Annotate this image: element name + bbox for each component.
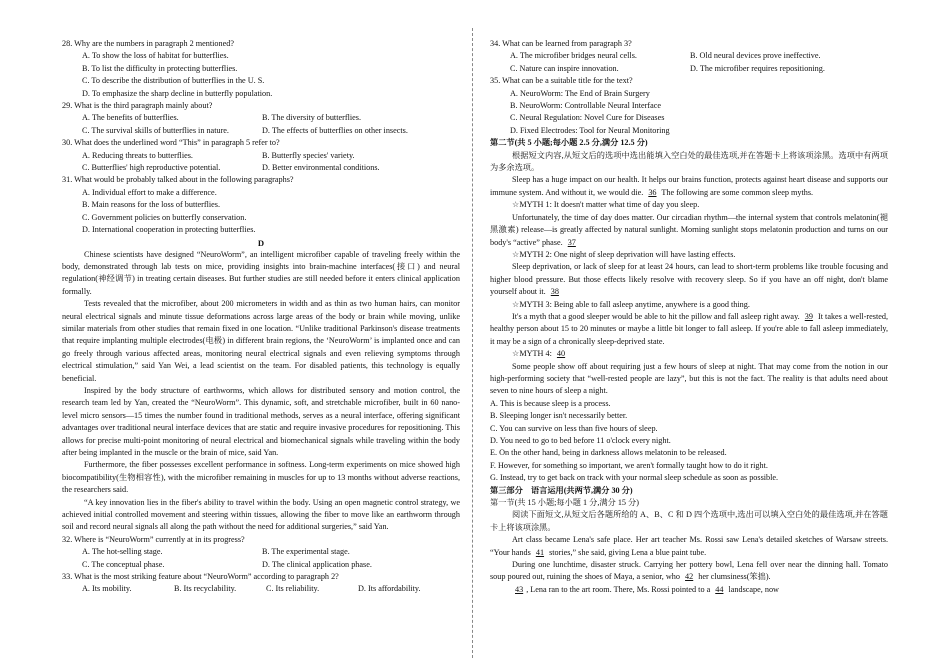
- option-d: D. You need to go to bed before 11 o'clock every night.: [490, 436, 671, 445]
- sleep-p1-text-b: The following are some common sleep myths.: [661, 187, 814, 197]
- cloze-p1-text-b: stories,” she said, giving Lena a blue paint tube.: [549, 547, 707, 557]
- question-35: 35. What can be a suitable title for the text?: [490, 76, 633, 86]
- sleep-paragraph-4: [490, 311, 888, 348]
- q30-option-c: C. Butterflies' high reproductive potential.: [82, 163, 221, 173]
- q30-option-d: D. Better environmental conditions.: [262, 163, 380, 173]
- q33-option-c: C. Its reliability.: [266, 584, 320, 594]
- q28-option-d: D. To emphasize the sharp decline in butterfly population.: [82, 88, 273, 98]
- myth-4-label: ☆MYTH 4:: [512, 349, 552, 359]
- q35-option-d: D. Fixed Electrodes: Tool for Neural Monitoring: [510, 125, 670, 135]
- q34-option-d: D. The microfiber requires repositioning.: [690, 63, 825, 73]
- option-b: B. Sleeping longer isn't necessarily better.: [490, 411, 628, 421]
- q32-options-cd: [62, 559, 460, 571]
- cloze-p2-text-b: her clumsiness(笨拙).: [698, 572, 771, 582]
- blank-41: 41: [535, 547, 545, 557]
- right-column: [490, 38, 888, 596]
- section-2-title: 第二节(共 5 小题;每小题 2.5 分,满分 12.5 分): [490, 138, 648, 148]
- q30-options-ab: [62, 150, 460, 162]
- q29-options-ab: [62, 112, 460, 124]
- q29-options-cd: [62, 125, 460, 137]
- q32-option-a: A. The hot-selling stage.: [82, 547, 163, 557]
- q34-option-c: C. Nature can inspire innovation.: [510, 63, 619, 73]
- question-29: 29. What is the third paragraph mainly about?: [62, 101, 213, 111]
- passage-d-paragraph-4: Furthermore, the fiber possesses excellent performance in softness. Long-term experiments on mice showed high biocompatibility(生物相容性), with the microfiber remaining in muscles for up to 13 months without adverse reactions, the researchers said.: [62, 460, 460, 495]
- section-2-instructions: 根据短文内容,从短文后的选项中选出能填入空白处的最佳选项,并在答题卡上将该项涂黑。选项中有两项为多余选项。: [490, 150, 888, 173]
- q34-option-a: A. The microfiber bridges neural cells.: [510, 51, 637, 61]
- q31-option-b: B. Main reasons for the loss of butterflies.: [82, 200, 221, 210]
- part-3-title: 第三部分 语言运用(共两节,满分 30 分): [490, 485, 633, 495]
- sleep-paragraph-2: [490, 212, 888, 249]
- cloze-p2-text-a: During one lunchtime, disaster struck. Carrying her pottery bowl, Lena fell over near the dinning hall. Tomato soup poured out, ruining the shoes of Maya, a senior, who: [490, 560, 888, 582]
- sleep-p4-text-b: It takes a well-rested, healthy person about 15 to 20 minutes or maybe a little bit longer to fall asleep. If you're able to fall asleep immediately, it may be a sign of a chronically sleep-deprived state.: [490, 311, 889, 346]
- q32-option-c: C. The conceptual phase.: [82, 559, 165, 569]
- q34-options-cd: [490, 63, 888, 75]
- column-divider: [472, 28, 474, 658]
- myth-3-heading: ☆MYTH 3: Being able to fall asleep anytime, anywhere is a good thing.: [512, 299, 750, 309]
- q30-options-cd: [62, 162, 460, 174]
- question-30: 30. What does the underlined word “This” in paragraph 5 refer to?: [62, 138, 280, 148]
- myth-1-heading: ☆MYTH 1: It doesn't matter what time of day you sleep.: [512, 200, 700, 210]
- option-c: C. You can survive on less than five hours of sleep.: [490, 423, 658, 433]
- passage-d-paragraph-5: “A key innovation lies in the fiber's ability to travel within the body. Using an open magnetic control strategy, we achieved initial controlled movement and steering within tissues, allowing the fiber to move like an earthworm through soil and record neural signals all along the path without the need for additional surgeries,” said Yan.: [62, 497, 460, 532]
- option-f: F. However, for something so important, we aren't formally taught how to do it right.: [490, 460, 768, 470]
- blank-39: 39: [804, 311, 813, 321]
- q32-option-d: D. The clinical application phase.: [262, 559, 372, 569]
- q30-option-b: B. Butterfly species' variety.: [262, 150, 355, 160]
- blank-43: 43: [515, 584, 524, 594]
- blank-36: 36: [648, 187, 657, 197]
- passage-d-paragraph-3: Inspired by the body structure of earthworms, which allows for distributed sensory and motion control, the research team led by Yan, created the “NeuroWorm”. This dynamic, soft, and stretchable microfiber, built in 60 nano-level micro sensors—15 times the number found in traditional methods, serves as a neural interface, offering significant advantages over traditional neural interface devices that are static and require invasive procedures for repositioning. This allows for precise multi-point monitoring of neural electrical and biomechanical signals while traveling within the body after being implanted in the muscle or the brain of mice, said Yan.: [62, 385, 460, 457]
- q28-option-b: B. To list the difficulty in protecting butterflies.: [82, 63, 238, 73]
- option-g: G. Instead, try to get back on track with your normal sleep schedule as soon as possible.: [490, 473, 779, 483]
- blank-38: 38: [550, 287, 559, 297]
- question-34: 34. What can be learned from paragraph 3?: [490, 39, 632, 48]
- q29-option-d: D. The effects of butterflies on other insects.: [262, 125, 408, 135]
- sleep-paragraph-3: [490, 261, 888, 298]
- q35-option-a: A. NeuroWorm: The End of Brain Surgery: [510, 88, 650, 98]
- blank-42: 42: [685, 572, 694, 582]
- question-31: 31. What would be probably talked about in the following paragraphs?: [62, 175, 294, 185]
- q33-option-b: B. Its recyclability.: [174, 584, 237, 594]
- sleep-paragraph-1: [490, 174, 888, 199]
- q30-option-a: A. Reducing threats to butterflies.: [82, 150, 193, 160]
- blank-40: 40: [556, 349, 566, 359]
- q28-option-c: C. To describe the distribution of butterflies in the U. S.: [82, 76, 265, 86]
- passage-d-heading: D: [257, 237, 265, 248]
- cloze-paragraph-3: [490, 584, 888, 596]
- q29-option-b: B. The diversity of butterflies.: [262, 113, 361, 123]
- question-32: 32. Where is “NeuroWorm” currently at in its progress?: [62, 534, 245, 544]
- passage-d-paragraph-2: Tests revealed that the microfiber, about 200 micrometers in width and as thin as two human hairs, can monitor neural electrical signals and minute tissue deformations across large areas of the body or brain while moving, unlike similar materials from other studies that remain fixed in one location. “Unlike traditional Parkinson's disease treatments that require implanting multiple electrodes(电极) in different brain regions, the ‘NeuroWorm’ is implanted once and can go freely through various affected areas, monitoring neural electrical signals and even relieving symptoms through electrical stimulation,” said Yan Wei, a lead scientist on the team. For disabled patients, this technology is equally beneficial.: [62, 299, 460, 383]
- section-1-instructions: 阅读下面短文,从短文后各题所给的 A、B、C 和 D 四个选项中,选出可以填入空白处的最佳选项,并在答题卡上将该项涂黑。: [490, 510, 888, 532]
- myth-2-heading: ☆MYTH 2: One night of sleep deprivation will have lasting effects.: [512, 249, 736, 259]
- q35-option-b: B. NeuroWorm: Controllable Neural Interface: [510, 101, 661, 111]
- blank-37: 37: [567, 237, 576, 247]
- sleep-paragraph-5: Some people show off about requiring just a few hours of sleep at night. That may come from the notion in our high-performing society that “well-rested people are lazy”, but this is not the fact. The reality is that adults need about seven to nine hours of sleep a night.: [490, 361, 888, 396]
- q34-options-ab: [490, 50, 888, 62]
- q35-option-c: C. Neural Regulation: Novel Cure for Diseases: [510, 113, 665, 123]
- q32-option-b: B. The experimental stage.: [262, 547, 350, 557]
- question-33: 33. What is the most striking feature about “NeuroWorm” according to paragraph 2?: [62, 572, 339, 582]
- q29-option-c: C. The survival skills of butterflies in nature.: [82, 125, 229, 135]
- sleep-p2-text: Unfortunately, the time of day does matter. Our circadian rhythm—the internal system that controls melatonin(褪黑激素) release—is greatly affected by natural sunlight. Morning sunlight stops melatonin production and turns on our body's “active” phase.: [490, 212, 888, 247]
- q33-option-a: A. Its mobility.: [82, 584, 132, 594]
- cloze-p3-text-a: , Lena ran to the art room. There, Ms. Rossi pointed to a: [526, 584, 711, 594]
- q34-option-b: B. Old neural devices prove ineffective.: [690, 51, 821, 61]
- q33-options: [62, 583, 460, 595]
- blank-44: 44: [715, 584, 724, 594]
- section-1-title: 第一节(共 15 小题;每小题 1 分,满分 15 分): [490, 498, 639, 508]
- option-a: A. This is because sleep is a process.: [490, 398, 611, 408]
- question-28: 28. Why are the numbers in paragraph 2 mentioned?: [62, 39, 234, 48]
- q28-option-a: A. To show the loss of habitat for butterflies.: [82, 51, 229, 61]
- cloze-paragraph-1: [490, 534, 888, 559]
- option-e: E. On the other hand, being in darkness allows melatonin to be released.: [490, 448, 727, 458]
- q31-option-a: A. Individual effort to make a difference.: [82, 187, 217, 197]
- sleep-p1-text-a: Sleep has a huge impact on our health. It helps our brains function, protects against heart disease and supports our immune system. And without it, we would die.: [490, 175, 888, 197]
- left-column: [62, 38, 460, 596]
- cloze-paragraph-2: [490, 559, 888, 584]
- cloze-p3-text-b: landscape, now: [728, 584, 779, 594]
- q29-option-a: A. The benefits of butterflies.: [82, 113, 179, 123]
- cloze-p1-text-a: Art class became Lena's safe place. Her art teacher Ms. Rossi saw Lena's detailed sketches of Warsaw streets. “Your hands: [490, 535, 888, 557]
- q33-option-d: D. Its affordability.: [358, 584, 421, 594]
- sleep-p4-text-a: It's a myth that a good sleeper would be able to hit the pillow and fall asleep right away.: [512, 311, 800, 321]
- q32-options-ab: [62, 546, 460, 558]
- myth-4-heading: [490, 348, 888, 360]
- passage-d-paragraph-1: Chinese scientists have designed “NeuroWorm”, an intelligent microfiber capable of traveling freely within the body, demonstrated through lab tests on mice, providing insights into brain-machine interfaces(接口) and neural regulation(神经调节) in treating certain diseases. But further studies are still needed before it enters clinical application formally.: [62, 249, 460, 296]
- sleep-p3-text: Sleep deprivation, or lack of sleep for at least 24 hours, can lead to short-term problems like trouble focusing and higher blood pressure. But those effects likely resolve with recovery sleep. So if you have an off night, don't blame yourself about it.: [490, 262, 888, 297]
- q31-option-d: D. International cooperation in protecting butterflies.: [82, 225, 256, 235]
- q31-option-c: C. Government policies on butterfly conservation.: [82, 212, 247, 222]
